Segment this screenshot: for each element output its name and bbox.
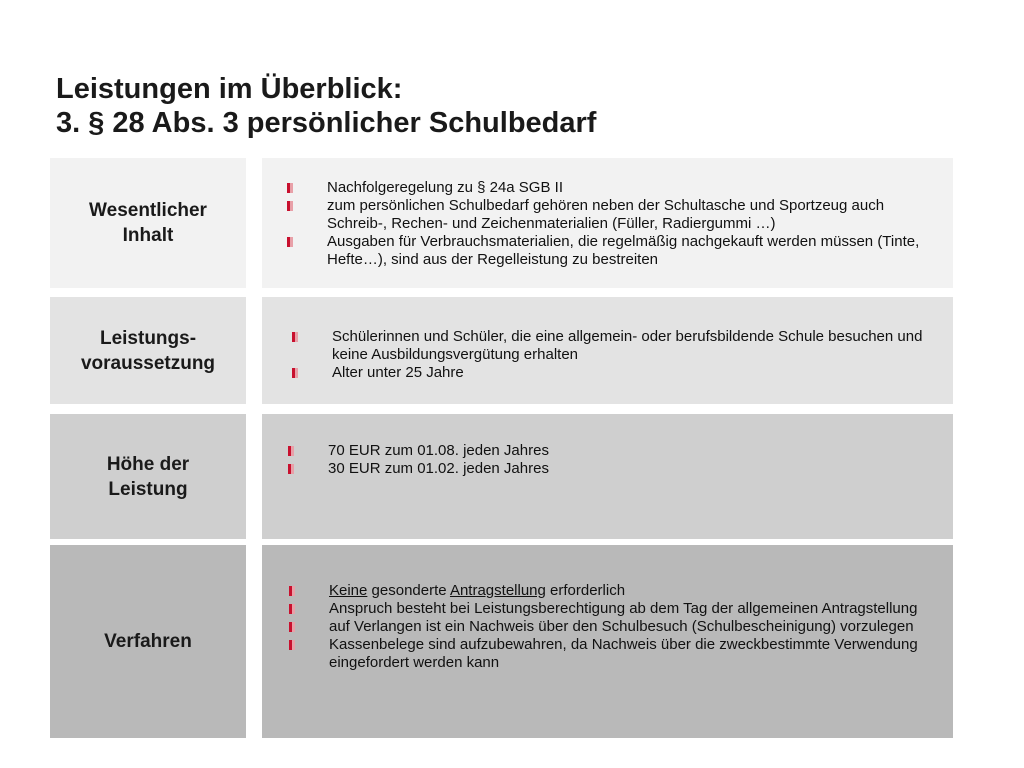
list-item-text: Nachfolgeregelung zu § 24a SGB II — [327, 179, 563, 196]
list-item — [328, 442, 928, 460]
page-title — [56, 72, 996, 140]
list-item — [332, 328, 932, 364]
row-content-box — [262, 297, 953, 404]
row-label-box — [50, 297, 246, 404]
row-content-box — [262, 158, 953, 288]
list-item-text: Anspruch besteht bei Leistungsberechtigung ab dem Tag der allgemeinen Antragstellung — [329, 600, 918, 617]
list-item-text-underlined: Antragstellung — [449, 582, 546, 599]
list-item-text: 30 EUR zum 01.02. jeden Jahres — [328, 460, 549, 477]
list-item — [329, 600, 929, 618]
row-content-box — [262, 545, 953, 738]
list-item-text: auf Verlangen ist ein Nachweis über den Schulbesuch (Schulbescheinigung) vorzulegen — [329, 618, 914, 635]
bullet-icon — [289, 640, 296, 650]
list-item-text: erforderlich — [545, 582, 626, 599]
row-label-line1: Leistungs- — [99, 327, 197, 349]
row-label-line1: Höhe der — [106, 453, 190, 475]
bullet-icon — [292, 332, 299, 342]
bullet-icon — [288, 446, 295, 456]
list-item-text: 70 EUR zum 01.08. jeden Jahres — [328, 442, 549, 459]
bullet-list — [328, 442, 928, 478]
bullet-list — [332, 328, 932, 382]
bullet-list — [327, 179, 927, 269]
row-label-line2: Leistung — [108, 478, 188, 500]
row-label-line2: Inhalt — [122, 225, 174, 246]
list-item-text: Alter unter 25 Jahre — [332, 364, 464, 381]
row-leistungsvoraussetzung — [50, 297, 953, 404]
row-label-box — [50, 545, 246, 738]
row-content-box — [262, 414, 953, 539]
row-label-box — [50, 414, 246, 539]
row-label-line2: voraussetzung — [80, 352, 216, 374]
row-verfahren — [50, 545, 953, 738]
bullet-list — [329, 582, 929, 672]
list-item-text: Ausgaben für Verbrauchsmaterialien, die regelmäßig nachgekauft werden müssen (Tinte, Hefte…), sind aus der Regelleistung zu bestreiten — [327, 233, 920, 268]
bullet-icon — [289, 622, 296, 632]
list-item-text: gesonderte — [367, 582, 450, 599]
list-item — [329, 582, 929, 600]
bullet-icon — [292, 368, 299, 378]
row-wesentlicher-inhalt — [50, 158, 953, 288]
row-label-line1: Wesentlicher — [89, 200, 207, 221]
list-item — [327, 233, 927, 269]
bullet-icon — [288, 464, 295, 474]
bullet-icon — [287, 183, 294, 193]
list-item-text: Kassenbelege sind aufzubewahren, da Nachweis über die zweckbestimmte Verwendung eingefordert werden kann — [329, 636, 918, 671]
bullet-icon — [287, 201, 294, 211]
row-hoehe-der-leistung — [50, 414, 953, 539]
row-label-box — [50, 158, 246, 288]
list-item — [327, 179, 927, 197]
bullet-icon — [289, 604, 296, 614]
bullet-icon — [287, 237, 294, 247]
list-item — [332, 364, 932, 382]
page-title-line1: Leistungen im Überblick: — [56, 73, 403, 105]
list-item — [329, 636, 929, 672]
row-label-line1: Verfahren — [104, 631, 192, 652]
bullet-icon — [289, 586, 296, 596]
page-title-line2: 3. § 28 Abs. 3 persönlicher Schulbedarf — [56, 107, 597, 139]
list-item — [328, 460, 928, 478]
list-item — [329, 618, 929, 636]
list-item — [327, 197, 927, 233]
list-item-text: zum persönlichen Schulbedarf gehören neben der Schultasche und Sportzeug auch Schreib-, Rechen- und Zeichenmaterialien (Füller, Radiergummi …) — [327, 197, 885, 232]
list-item-text-underlined: Keine — [329, 582, 368, 599]
list-item-text: Schülerinnen und Schüler, die eine allgemein- oder berufsbildende Schule besuchen und keine Ausbildungsvergütung erhalten — [332, 328, 923, 363]
